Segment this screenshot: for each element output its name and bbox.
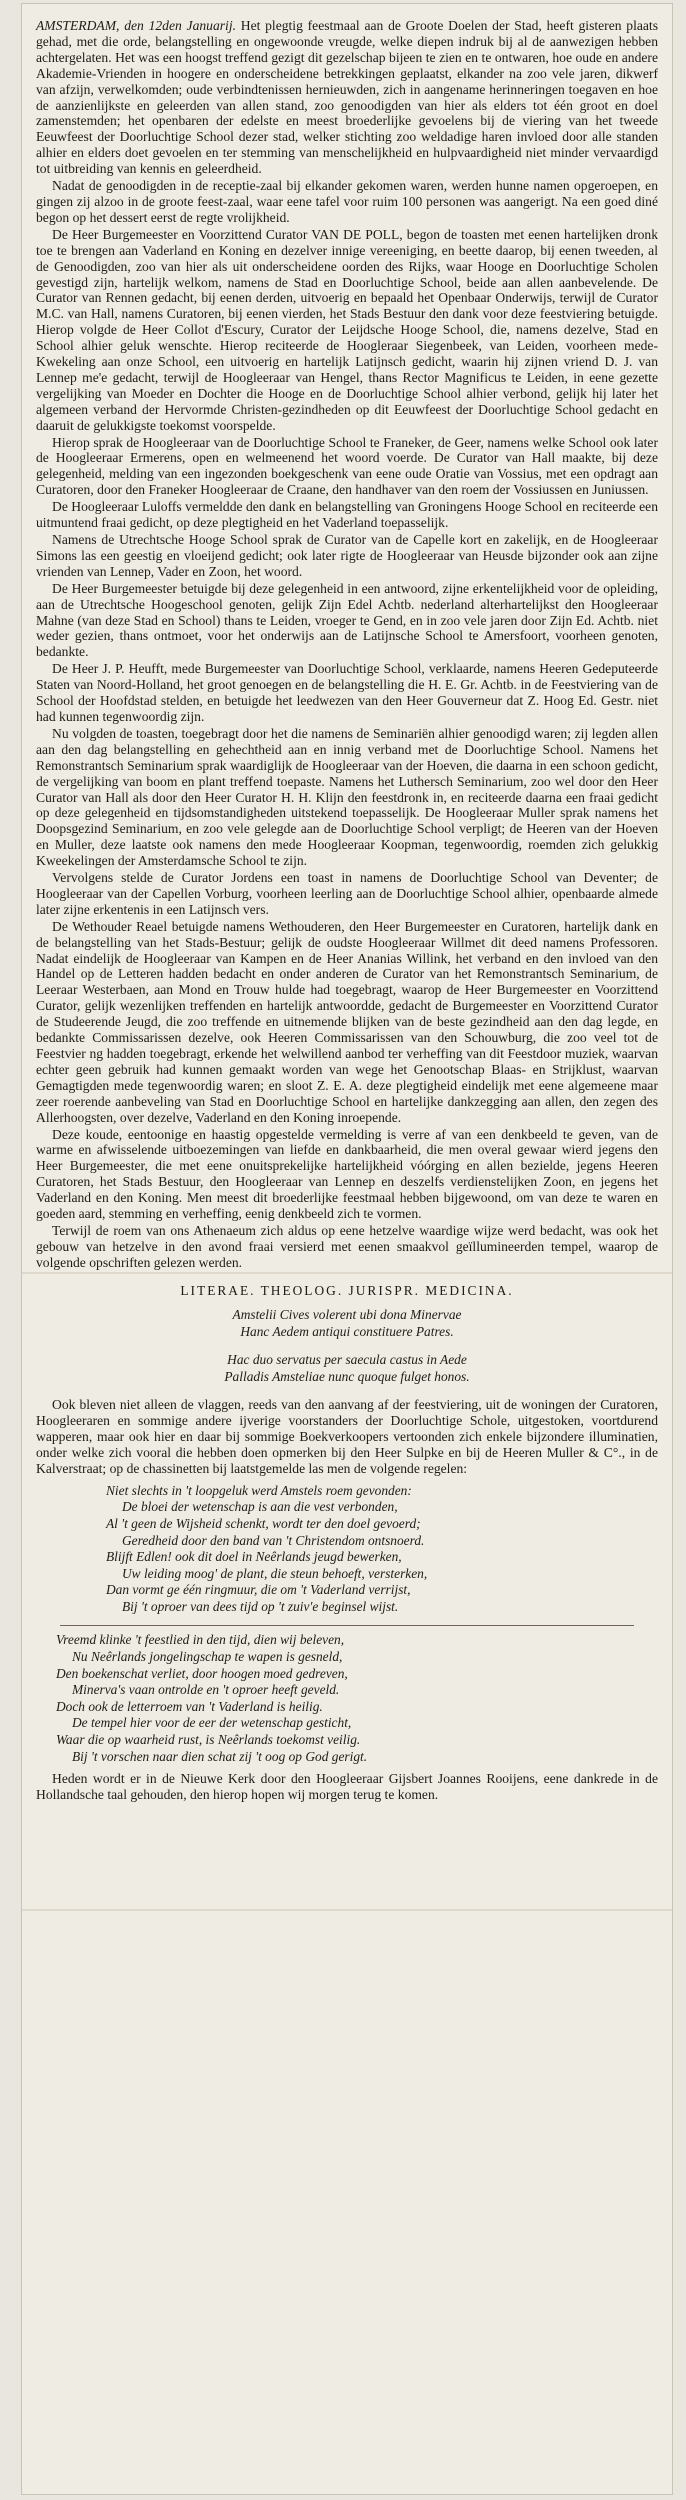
latin-motto-line: Amstelii Cives volerent ubi dona Minervae [232,1307,462,1323]
poem-line: Dan vormt ge één ringmuur, die om 't Vaderland verrijst, [106,1582,411,1598]
poem-two [56,1632,658,1765]
poem-line: Bij 't vorschen naar dien schat zij 't oog op God gerigt. [72,1748,368,1764]
poem-one [106,1483,658,1616]
poem-line: Vreemd klinke 't feestlied in den tijd, dien wij beleven, [56,1632,345,1648]
paragraph: Deze koude, eentoonige en haastig opgestelde vermelding is verre af van een denkbeeld te geven, van de warme en afwisselende uitboezemingen van liefde en dankbaarheid, die men overal gewaar wierd jegens den Heer Burgemeester, die met eene onuitsprekelijke hartelijkheid vóórging en allen bezielde, jegens Heeren Curatoren, het Stads Bestuur, den Hoogleeraar van Lennep en deszelfs verdienstelijken Zoon, en jegens het Vaderland en den Koning. Men meest dit broederlijke feestmaal hebben bijgewoond, om van deze te waren en goeden aard, stemming en verheffing, eenig denkbeeld zich te vormen. [36,1126,658,1222]
poem-line: Nu Neêrlands jongelingschap te wapen is gesneld, [72,1649,343,1665]
divider [60,1625,634,1626]
newspaper-clipping [22,4,672,2494]
paragraph: Terwijl de roem van ons Athenaeum zich aldus op eene hetzelve waardige wijze werd bedacht, was ook het gebouw van hetzelve in den avond fraai versierd met eenen smaakvol geïllumineerden tempel, waarop de volgende opschriften gelezen werden. [36,1222,658,1270]
poem-line: De bloei der wetenschap is aan die vest verbonden, [122,1499,398,1515]
poem-line: Doch ook de letterroem van 't Vaderland is heilig. [56,1698,323,1714]
fold-crease [22,1909,672,1911]
paragraph-text: Het plegtig feestmaal aan de Groote Doelen der Stad, heeft gisteren plaats gehad, met die orde, belangstelling en ongewoonde vreugde, welke diepen indruk bij al de aanwezigen hebben achtergelaten. Het was een hoogst treffend gezigt dit gezelschap bijeen te zien en te ontwaren, hoe oude en andere Akademie-Vrienden in hoogere en onderscheidene betrekkingen geplaatst, elkander na zoo vele jaren, dikwerf van afzijn, verwelkomden; oude verbindtenissen hernieuwden, zich in aangename herinneringen toegaven en hoe de aanzienlijkste en geleerden van allen stand, zoo genoodigden van hier als elders tot één groot en doel zamenstemden; het openbaren der edelste en meest broederlijke gevoelens bij de viering van het tweede Eeuwfeest der Doorluchtige School dezer stad, welker stichting zoo weldadige haren invloed door alle standen alhier en elders doet gevoelen en ter stemming van menschelijkheid en hulpvaardigheid niet minder vervaardigd tot uitbreiding van kennis en geleerdheid. [36,18,658,177]
paragraph: De Heer Burgemeester en Voorzittend Curator VAN DE POLL, begon de toasten met eenen hartelijken dronk toe te brengen aan Vaderland en Koning en dezelver innige vereeniging, en beette daarop, bij eenen tweeden, al de Genoodigden, zoo van hier als uit onderscheidene oorden des Rijks, waar Hooge en Doorluchtige Scholen gevestigd zijn, hartelijk welkom, namens de Stad en Doorluchtige School, beide aan allen aanbevelende. De Curator van Rennen gedacht, bij eenen derden, uitvoerig en bepaald het Openbaar Onderwijs, terwijl de Curator M.C. van Hall, namens Curatoren, bij eenen vierden, het Stads Bestuur den dank voor deze feestviering betuigde. Hierop volgde de Heer Collot d'Escury, Curator der Leijdsche Hooge School, die, namens dezelve, Stad en School alhier geluk wenschte. Hierop reciteerde de Hoogleraar Siegenbeek, van Leiden, voorheen mede-Kwekeling aan onze School, een uitvoerig en hartelijk Latijnsch gedicht, waarin hij zijnen vriend D. J. van Lennep me'e gedacht, terwijl de Hoogleeraar van Hengel, thans Rector Magnificus te Leiden, in eene gezette vergelijking van Moeder en Dochter die Hooge en de Doorluchtige School alhier verbond, gelijk hij later het algemeen verband der Hervormde Christen-gezindheden op dit Eeuwfeest der Doorluchtige School gedacht en daaruit de gelukkigste toekomst voorspelde. [36,226,658,433]
paragraph: De Hoogleeraar Luloffs vermeldde den dank en belangstelling van Groningens Hooge School en reciteerde een uitmuntend fraai gedicht, op deze plegtigheid en het Vaderland toepasselijk. [36,499,658,531]
latin-motto-line: Hac duo servatus per saecula castus in Aede [227,1352,467,1368]
poem-line: Geredheid door den band van 't Christendom ontsnoerd. [122,1532,425,1548]
place-label: AMSTERDAM, [36,18,120,33]
poem-line: Waar die op waarheid rust, is Neêrlands toekomst veilig. [56,1732,361,1748]
poem-line: De tempel hier voor de eer der wetenschap gesticht, [72,1715,352,1731]
poem-line: Uw leiding moog' de plant, die steun behoeft, versterken, [122,1565,428,1581]
paragraph: De Wethouder Reael betuigde namens Wethouderen, den Heer Burgemeester en Curatoren, hartelijk dank en de belangstelling van het Stads-Bestuur; gelijk de oudste Hoogleeraar Willmet dit deed namens Professoren. Nadat eindelijk de Hoogleeraar van Kampen en de Heer Ananias Willink, het verband en den invloed van den Handel op de Letteren hadden bedacht en onder anderen de Curator van het Remonstrantsch Seminarium, de Leeraar Westerbaen, aan Mond en Trouw hulde had toegebragt, waarop de Heer Burgemeester en Voorzittend Curator, gelijk wezenlijken treffenden en hartelijk antwoordde, gedacht de Burgemeester en Voorzittend Curator de Studeerende Jeugd, die zoo treffende en uitnemende blijken van de beste gezindheid aan den dag legde, en bedankte Commissarissen dezelve, ook Heeren Commissarissen van den Schouwburg, die zoo veel tot de Feestvier ng hadden toegebragt, erkende het welwillend aanbod ter verheffing van dit Feestdoor muziek, waarvan echter geen gebruik had kunnen gemaakt worden van wege het Genootschap Blaas- en Strijklust, waarvan Gemagtigden mede tegenwoordig waren; en sloot Z. E. A. deze plegtigheid eindelijk met eene algemeene maar zeer roerende aanbeveling van Stad en Doorluchtige School en hartelijke dankzegging aan allen, den zegen des Allerhoogsten, over dezelve, Vaderland en den Koning inroepende. [36,918,658,1125]
poem-line: Bij 't oproer van dees tijd op 't zuiv'e beginsel wijst. [122,1598,399,1614]
poem-line: Al 't geen de Wijsheid schenkt, wordt ter den doel gevoerd; [106,1515,421,1531]
faculties-inscription: LITERAE. THEOLOG. JURISPR. MEDICINA. [180,1282,514,1298]
latin-motto-line: Hanc Aedem antiqui constituere Patres. [240,1323,454,1339]
poem-line: Minerva's vaan ontrolde en 't oproer heeft geveld. [72,1682,340,1698]
paragraph: Ook bleven niet alleen de vlaggen, reeds van den aanvang af der feestviering, uit de woningen der Curatoren, Hoogleeraren en sommige andere ijverige voorstanders der Doorluchtige Schole, uitgestoken, voortdurend wapperen, maar ook hier en daar bij sommige Boekverkoopers vertoonden zich enkele bijzondere illuminatien, onder welke zich vooral die hebben doen opmerken bij den Heer Sulpke en bij de Heeren Muller & C°., in de Kalverstraat; op de chassinetten bij laatstgemelde las men de volgende regelen: [36,1397,658,1476]
date-label: den 12den Januarij. [124,18,236,33]
poem-line: Niet slechts in 't loopgeluk werd Amstels roem gevonden: [106,1482,412,1498]
article-body [36,18,658,1804]
paragraph: Vervolgens stelde de Curator Jordens een toast in namens de Doorluchtige School van Deventer; de Hoogleeraar van der Capellen Vorburg, voorheen leerling aan de Doorluchtige School alhier, openbaarde almede later zijne erkentenis in een Latijnsch vers. [36,870,658,917]
closing-paragraph: Heden wordt er in de Nieuwe Kerk door den Hoogleeraar Gijsbert Joannes Rooijens, eene dankrede in de Hollandsche taal gehouden, den hierop hopen wij morgen terug te komen. [36,1771,658,1803]
paragraph: Nu volgden de toasten, toegebragt door het die namens de Seminariën alhier genoodigd waren; zij legden allen aan den dag belangstelling en gehechtheid aan en innig verband met de Doorluchtige School. Namens het Remonstrantsch Seminarium sprak waardiglijk de Hoogleeraar van der Hoeven, die daarna in een schoon gedicht, de vergelijking van boom en plant treffend toepaste. Namens het Luthersch Seminarium, zoo wel door den Heer Curator van Hall als door den Heer Curator H. H. Klijn den feestdronk in, en reciteerde daarna een fraai gedicht op deze gelegenheid en tijdsomstandigheden uitstekend toepasselijk. De Hoogleeraar Muller sprak namens het Doopsgezind Seminarium, en zoo vele gelegde aan de Doorluchtige School verpligt; de Heeren van der Hoeven en Muller, deze laatste ook namens den mede Hoogleeraar Koopman, tegenwoordig, roemden zich gelukkig Kweekelingen der Amsterdamsche School te zijn. [36,725,658,869]
paragraph: Hierop sprak de Hoogleeraar van de Doorluchtige School te Franeker, de Geer, namens welke School ook later de Hoogleeraar Ermerens, open en welmeenend het woord voerde. De Curator van Hall maakte, bij deze gelegenheid, melding van een ingezonden boekgeschenk van eene oude Oratie van Vossius, met een opdragt aan Curatoren, door den Franeker Hoogleeraar de Craane, den handhaver van den roem der Vossiussen en Juniussen. [36,434,658,498]
latin-motto-line: Palladis Amsteliae nunc quoque fulget honos. [224,1368,470,1384]
poem-line: Den boekenschat verliet, door hoogen moed gedreven, [56,1665,348,1681]
article-opening-paragraph [36,18,658,177]
paragraph: De Heer Burgemeester betuigde bij deze gelegenheid in een antwoord, zijne erkentelijkheid voor de opleiding, aan de Utrechtsche Hoogeschool genoten, gelijk Zijn Edel Achtb. nederland alterhartelijkst den Hoogleeraar Mahne (van deze Stad en School) thans te Leiden, vroeger te Gend, en in zoo vele jaren door Zijn Ed. Achtb. niet weder gezien, thans ontmoet, voor het onderwijs aan de Latijnsche School te Amersfoort, voorheen genoten, bedankte. [36,580,658,660]
paragraph: Namens de Utrechtsche Hooge School sprak de Curator van de Capelle kort en zakelijk, en de Hoogleeraar Simons las een geestig en vloeijend gedicht; ook later rigte de Hoogleeraar van Heusde bijzonder ook aan zijne vrienden van Lennep, Vader en Zoon, het woord. [36,532,658,579]
paragraph: Nadat de genoodigden in de receptie-zaal bij elkander gekomen waren, werden hunne namen opgeroepen, en gingen zij alzoo in de groote feest-zaal, waar eene tafel voor ruim 100 personen was aangerigt. Na een goed diné begon op het dessert eerst de regte vrolijkheid. [36,178,658,225]
poem-line: Blijft Edlen! ook dit doel in Neêrlands jeugd bewerken, [106,1549,402,1565]
paragraph: De Heer J. P. Heufft, mede Burgemeester van Doorluchtige School, verklaarde, namens Heeren Gedeputeerde Staten van Noord-Holland, het groot genoegen en de belangstelling die H. E. Gr. Achtb. in de Feestviering van de School der Hoofdstad stelden, en betuigde het leedwezen van den Heer Gouverneur dat Z. Hoog Ed. Gestr. niet had kunnen tegenwoordig zijn. [36,661,658,724]
